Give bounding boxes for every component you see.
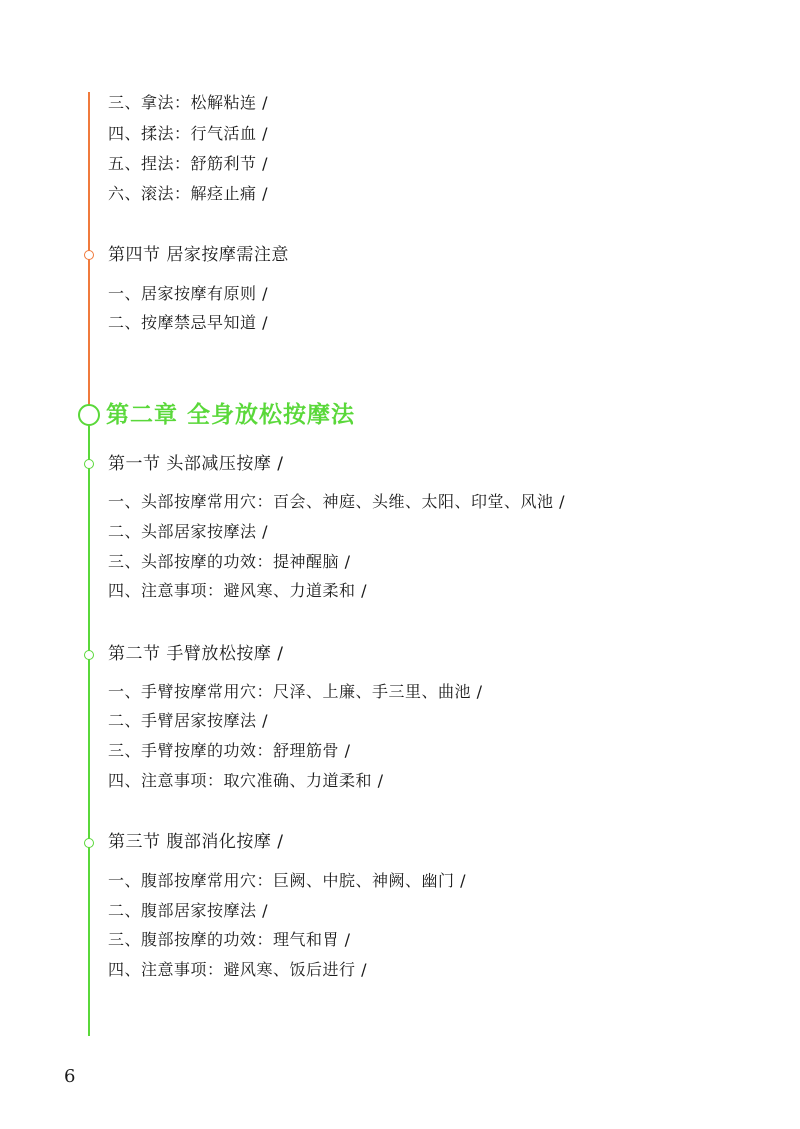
section-title[interactable]: 第三节 腹部消化按摩 / — [108, 832, 284, 852]
toc-item[interactable]: 四、注意事项：避风寒、饭后进行 / — [108, 960, 367, 979]
section-title[interactable]: 第四节 居家按摩需注意 — [108, 245, 289, 265]
toc-item[interactable]: 三、头部按摩的功效：提神醒脑 / — [108, 552, 351, 571]
timeline-node-chapter — [78, 404, 100, 426]
toc-item[interactable]: 三、拿法：松解粘连 / — [108, 93, 268, 112]
toc-item[interactable]: 一、居家按摩有原则 / — [108, 284, 268, 303]
timeline-node-section — [84, 459, 94, 469]
toc-item[interactable]: 二、头部居家按摩法 / — [108, 522, 268, 541]
toc-item[interactable]: 四、揉法：行气活血 / — [108, 124, 268, 143]
timeline-line-green — [88, 404, 90, 1036]
toc-item[interactable]: 五、捏法：舒筋利节 / — [108, 154, 268, 173]
toc-item[interactable]: 六、滚法：解痉止痛 / — [108, 184, 268, 203]
toc-item[interactable]: 四、注意事项：避风寒、力道柔和 / — [108, 581, 367, 600]
toc-item[interactable]: 三、手臂按摩的功效：舒理筋骨 / — [108, 741, 351, 760]
section-title[interactable]: 第二节 手臂放松按摩 / — [108, 644, 284, 664]
section-title[interactable]: 第一节 头部减压按摩 / — [108, 454, 284, 474]
toc-item[interactable]: 四、注意事项：取穴准确、力道柔和 / — [108, 771, 384, 790]
toc-item[interactable]: 一、手臂按摩常用穴：尺泽、上廉、手三里、曲池 / — [108, 682, 483, 701]
toc-item[interactable]: 二、手臂居家按摩法 / — [108, 711, 268, 730]
toc-item[interactable]: 一、腹部按摩常用穴：巨阙、中脘、神阙、幽门 / — [108, 871, 466, 890]
toc-item[interactable]: 一、头部按摩常用穴：百会、神庭、头维、太阳、印堂、风池 / — [108, 492, 565, 511]
toc-item[interactable]: 二、按摩禁忌早知道 / — [108, 313, 268, 332]
toc-item[interactable]: 三、腹部按摩的功效：理气和胃 / — [108, 930, 351, 949]
timeline-line-orange — [88, 92, 90, 404]
timeline-node-section — [84, 838, 94, 848]
toc-item[interactable]: 二、腹部居家按摩法 / — [108, 901, 268, 920]
timeline-node-section — [84, 250, 94, 260]
timeline-node-section — [84, 650, 94, 660]
page-number: 6 — [64, 1066, 76, 1087]
chapter-title[interactable]: 第二章 全身放松按摩法 — [106, 402, 356, 428]
